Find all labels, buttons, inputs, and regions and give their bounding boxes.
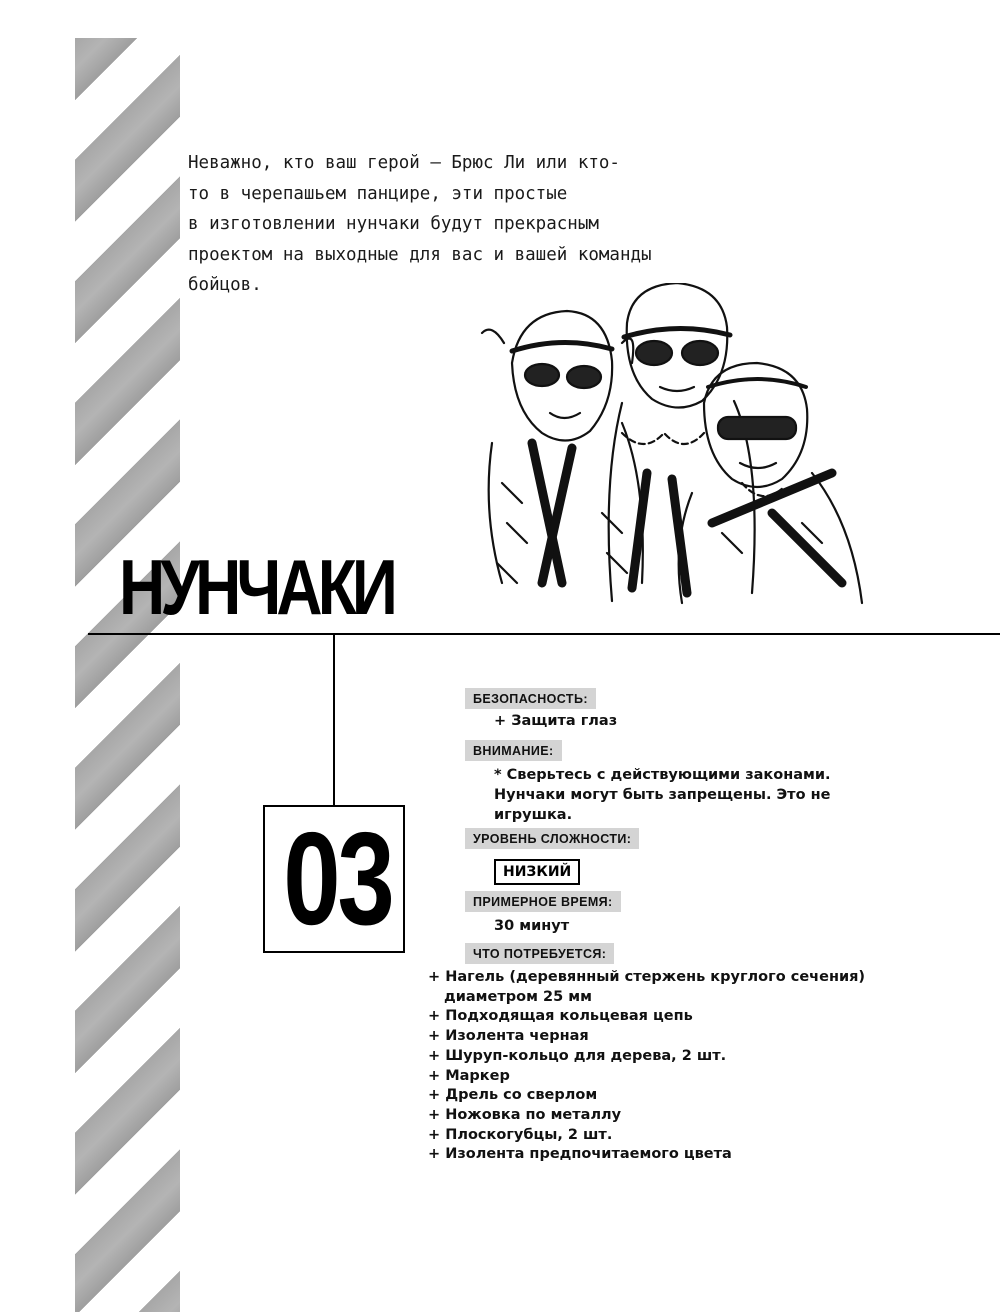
page-title: НУНЧАКИ xyxy=(119,543,393,631)
difficulty-label: УРОВЕНЬ СЛОЖНОСТИ: xyxy=(465,828,639,849)
intro-paragraph xyxy=(188,148,808,301)
materials-label: ЧТО ПОТРЕБУЕТСЯ: xyxy=(465,943,614,964)
list-item: + Дрель со сверлом xyxy=(428,1087,598,1104)
project-number-box xyxy=(263,805,405,953)
time-label: ПРИМЕРНОЕ ВРЕМЯ: xyxy=(465,891,621,912)
warning-label: ВНИМАНИЕ: xyxy=(465,740,562,761)
decorative-stripes xyxy=(75,38,180,1312)
intro-line: проектом на выходные для вас и вашей команды xyxy=(188,244,652,265)
list-item: + Изолента черная xyxy=(428,1028,589,1045)
list-item: + Шуруп-кольцо для дерева, 2 шт. xyxy=(428,1047,727,1064)
safety-value: + Защита глаз xyxy=(494,713,618,729)
safety-label: БЕЗОПАСНОСТЬ: xyxy=(465,688,596,709)
nunchaku-fighters-illustration xyxy=(472,283,872,605)
vertical-rule xyxy=(333,635,335,807)
intro-line: в изготовлении нунчаки будут прекрасным xyxy=(188,214,599,234)
intro-line: бойцов. xyxy=(188,275,262,295)
warning-line: * Сверьтесь с действующими законами. xyxy=(494,767,831,783)
list-item: + Подходящая кольцевая цепь xyxy=(428,1008,693,1025)
time-value: 30 минут xyxy=(494,918,570,934)
list-item: + Нагель (деревянный стержень круглого сечения) диаметром 25 мм xyxy=(428,969,866,1005)
materials-list xyxy=(428,968,865,1165)
warning-line: игрушка. xyxy=(494,807,573,823)
project-number: 03 xyxy=(283,805,392,952)
list-item: + Ножовка по металлу xyxy=(428,1106,622,1123)
intro-line: то в черепашьем панцире, эти простые xyxy=(188,183,568,204)
list-item: + Плоскогубцы, 2 шт. xyxy=(428,1126,613,1143)
warning-line: Нунчаки могут быть запрещены. Это не xyxy=(494,787,831,803)
list-item: + Маркер xyxy=(428,1067,510,1084)
list-item: + Изолента предпочитаемого цвета xyxy=(428,1146,732,1163)
horizontal-rule xyxy=(88,633,1000,635)
intro-line: Неважно, кто ваш герой — Брюс Ли или кто- xyxy=(188,153,620,173)
difficulty-badge: НИЗКИЙ xyxy=(494,859,580,885)
